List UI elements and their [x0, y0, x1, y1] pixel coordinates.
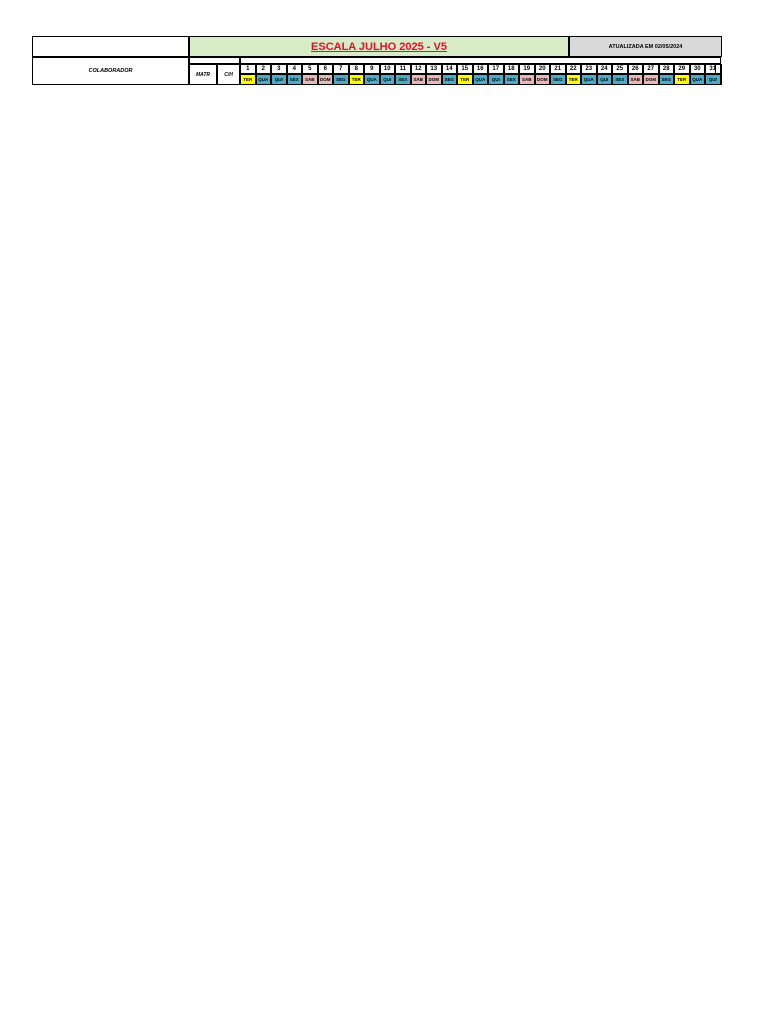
weekday-5: SÁB — [302, 74, 318, 85]
schedule-header-band — [32, 36, 722, 96]
day-number-10: 10 — [380, 64, 396, 74]
header-day-spacer — [189, 57, 240, 64]
day-number-4: 4 — [287, 64, 303, 74]
day-number-18: 18 — [504, 64, 520, 74]
weekday-20: DOM — [535, 74, 551, 85]
weekday-9: QUA — [364, 74, 380, 85]
weekday-13: DOM — [426, 74, 442, 85]
weekday-28: SEG — [659, 74, 675, 85]
day-number-29: 29 — [674, 64, 690, 74]
day-number-2: 2 — [256, 64, 272, 74]
day-number-8: 8 — [349, 64, 365, 74]
weekday-31: QUI — [705, 74, 721, 85]
weekday-14: SEG — [442, 74, 458, 85]
weekday-26: SÁB — [628, 74, 644, 85]
day-number-9: 9 — [364, 64, 380, 74]
day-number-26: 26 — [628, 64, 644, 74]
day-number-30: 30 — [690, 64, 706, 74]
day-number-3: 3 — [271, 64, 287, 74]
day-number-15: 15 — [457, 64, 473, 74]
day-number-11: 11 — [395, 64, 411, 74]
weekday-8: TER — [349, 74, 365, 85]
day-number-7: 7 — [333, 64, 349, 74]
weekday-15: TER — [457, 74, 473, 85]
day-number-13: 13 — [426, 64, 442, 74]
weekday-18: SEX — [504, 74, 520, 85]
day-number-17: 17 — [488, 64, 504, 74]
weekday-29: TER — [674, 74, 690, 85]
day-number-23: 23 — [581, 64, 597, 74]
weekday-16: QUA — [473, 74, 489, 85]
day-number-24: 24 — [597, 64, 613, 74]
weekday-24: QUI — [597, 74, 613, 85]
weekday-1: TER — [240, 74, 256, 85]
schedule-title: ESCALA JULHO 2025 - V5 — [189, 36, 569, 57]
column-header-colaborador: COLABORADOR — [32, 57, 189, 85]
weekday-22: TER — [566, 74, 582, 85]
column-header-ch: C/H — [217, 64, 240, 85]
day-number-14: 14 — [442, 64, 458, 74]
weekday-2: QUA — [256, 74, 272, 85]
day-number-31: 31 — [705, 64, 721, 74]
weekday-10: QUI — [380, 74, 396, 85]
day-number-22: 22 — [566, 64, 582, 74]
weekday-27: DOM — [643, 74, 659, 85]
column-header-matr: MATR — [189, 64, 217, 85]
day-number-27: 27 — [643, 64, 659, 74]
day-number-5: 5 — [302, 64, 318, 74]
weekday-12: SÁB — [411, 74, 427, 85]
day-number-28: 28 — [659, 64, 675, 74]
weekday-7: SEG — [333, 74, 349, 85]
day-number-20: 20 — [535, 64, 551, 74]
weekday-25: SEX — [612, 74, 628, 85]
weekday-3: QUI — [271, 74, 287, 85]
updated-date: ATUALIZADA EM 02/05/2024 — [569, 36, 722, 57]
day-number-12: 12 — [411, 64, 427, 74]
weekday-17: QUI — [488, 74, 504, 85]
day-number-6: 6 — [318, 64, 334, 74]
weekday-21: SEG — [550, 74, 566, 85]
day-header-spacer — [240, 57, 721, 64]
day-number-21: 21 — [550, 64, 566, 74]
header-left-block — [32, 36, 189, 57]
day-number-1: 1 — [240, 64, 256, 74]
day-number-16: 16 — [473, 64, 489, 74]
weekday-6: DOM — [318, 74, 334, 85]
weekday-30: QUA — [690, 74, 706, 85]
day-number-25: 25 — [612, 64, 628, 74]
weekday-23: QUA — [581, 74, 597, 85]
day-number-19: 19 — [519, 64, 535, 74]
weekday-11: SEX — [395, 74, 411, 85]
weekday-4: SEX — [287, 74, 303, 85]
weekday-19: SÁB — [519, 74, 535, 85]
